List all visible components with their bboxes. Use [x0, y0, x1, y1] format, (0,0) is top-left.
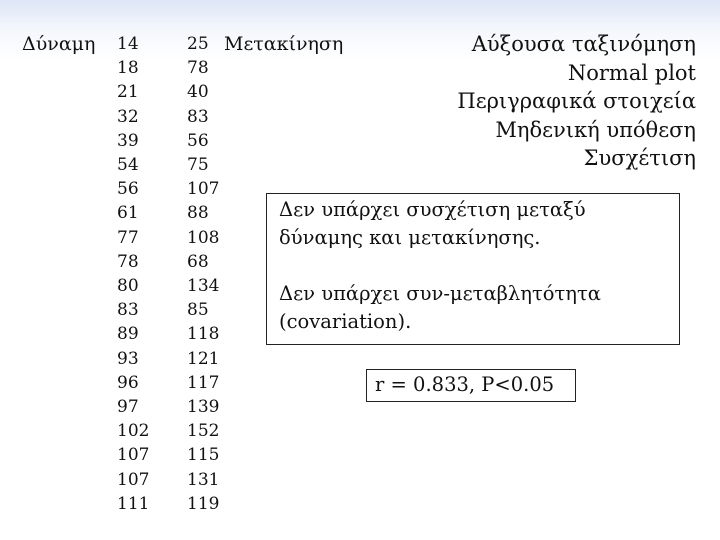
movement-value: 25 — [187, 34, 209, 54]
movement-value: 117 — [187, 372, 220, 393]
strength-value: 107 — [117, 469, 150, 490]
conclusion-line-3: Δεν υπάρχει συν-μεταβλητότητα — [279, 282, 601, 305]
movement-value: 118 — [187, 324, 220, 345]
movement-value: 107 — [187, 179, 220, 200]
strength-value: 54 — [117, 155, 139, 176]
menu-item[interactable]: Normal plot — [567, 60, 696, 85]
strength-value: 78 — [117, 251, 139, 272]
movement-value: 85 — [187, 300, 209, 321]
menu-item[interactable]: Περιγραφικά στοιχεία — [457, 89, 696, 114]
movement-value: 108 — [187, 227, 220, 248]
strength-value: 97 — [117, 397, 139, 418]
movement-column — [187, 32, 219, 516]
strength-value: 111 — [117, 493, 150, 514]
movement-value: 83 — [187, 106, 209, 127]
analysis-menu — [457, 30, 696, 173]
strength-value: 80 — [117, 276, 139, 297]
movement-value: 88 — [187, 203, 209, 224]
menu-item[interactable]: Μηδενική υπόθεση — [495, 117, 696, 142]
correlation-result: r = 0.833, P<0.05 — [366, 369, 576, 402]
movement-value: 75 — [187, 155, 209, 176]
movement-value: 115 — [187, 445, 220, 466]
strength-value: 21 — [117, 82, 139, 103]
strength-value: 96 — [117, 372, 139, 393]
strength-value: 83 — [117, 300, 139, 321]
strength-column — [117, 32, 149, 516]
strength-value: 56 — [117, 179, 139, 200]
menu-item[interactable]: Συσχέτιση — [583, 146, 696, 171]
movement-value: 119 — [187, 493, 220, 514]
movement-value: 152 — [187, 421, 220, 442]
strength-value: 32 — [117, 106, 139, 127]
menu-item[interactable]: Αύξουσα ταξινόμηση — [471, 32, 696, 56]
strength-label: Δύναμη — [22, 33, 96, 55]
movement-value: 134 — [187, 276, 220, 297]
strength-value: 14 — [117, 34, 139, 54]
strength-value: 107 — [117, 445, 150, 466]
strength-value: 39 — [117, 130, 139, 151]
movement-value: 121 — [187, 348, 220, 369]
movement-value: 78 — [187, 58, 209, 79]
conclusion-line-1: Δεν υπάρχει συσχέτιση μεταξύ — [279, 198, 586, 221]
conclusion-line-4: (covariation). — [279, 310, 412, 333]
movement-value: 139 — [187, 397, 220, 418]
conclusion-box — [266, 193, 680, 345]
movement-value: 40 — [187, 82, 209, 103]
conclusion-line-2: δύναμης και μετακίνησης. — [279, 226, 541, 249]
movement-label: Μετακίνηση — [224, 33, 344, 55]
strength-value: 61 — [117, 203, 139, 224]
strength-value: 89 — [117, 324, 139, 345]
movement-value: 68 — [187, 251, 209, 272]
strength-value: 93 — [117, 348, 139, 369]
strength-value: 77 — [117, 227, 139, 248]
strength-value: 18 — [117, 58, 139, 79]
strength-value: 102 — [117, 421, 150, 442]
movement-value: 56 — [187, 130, 209, 151]
movement-value: 131 — [187, 469, 220, 490]
